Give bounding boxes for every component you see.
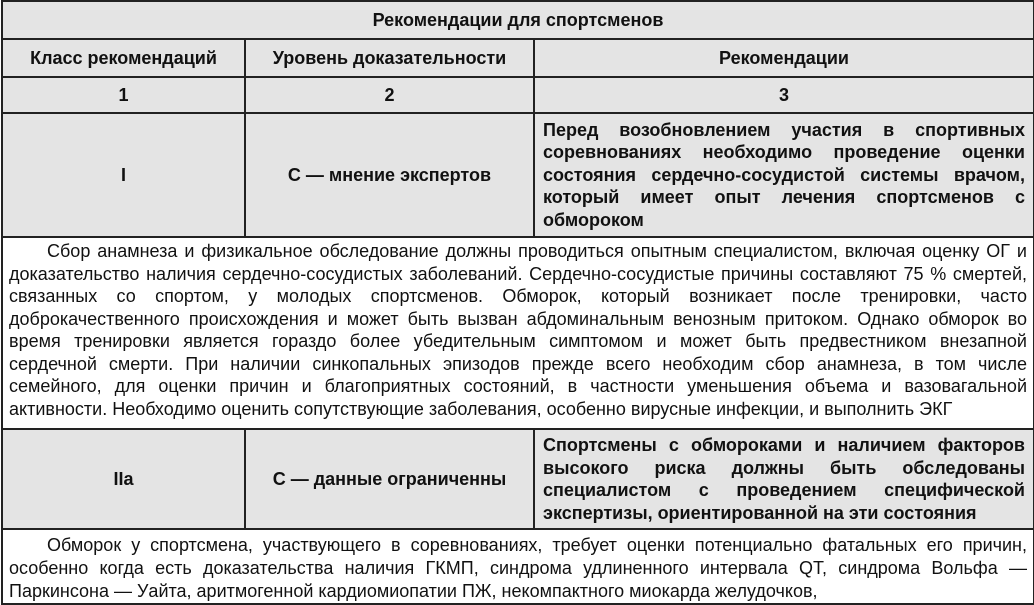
table-row [2,529,1034,604]
table-title: Рекомендации для спортсменов [2,1,1034,39]
recommendations-table [1,0,1034,605]
recommendation-text: Перед возобновлением участия в спортивных соревнованиях необходимо проведение оценки состояния сердечно-сосудистой системы врачом, который имеет опыт лечения спортсменов с обмороком [534,113,1034,237]
evidence-level: С — мнение экспертов [245,113,534,237]
recommendation-class: IIa [2,429,245,529]
column-number-1: 1 [2,77,245,113]
column-number-2: 2 [245,77,534,113]
column-header-evidence: Уровень доказательности [245,39,534,77]
table-row [2,429,1034,529]
column-header-recommendation: Рекомендации [534,39,1034,77]
comment-paragraph [2,237,1034,429]
evidence-level: С — данные ограниченны [245,429,534,529]
comment-paragraph [2,529,1034,604]
table-row [2,113,1034,237]
column-header-class: Класс рекомендаций [2,39,245,77]
recommendation-class: I [2,113,245,237]
column-number-3: 3 [534,77,1034,113]
recommendation-text: Спортсмены с обмороками и наличием факторов высокого риска должны быть обследованы специалистом с проведением специфической экспертизы, ориентированной на эти состояния [534,429,1034,529]
comment-text: Обморок у спортсмена, участвующего в соревнованиях, требует оценки потенциально фатальных его причин, особенно когда есть доказательства наличия ГКМП, синдрома удлиненного интервала QT, синдрома Вольфа — Паркинсона — Уайта, аритмогенной кардиомиопатии ПЖ, некомпактного миокарда желудочков, [9,535,1027,601]
comment-text: Сбор анамнеза и физикальное обследование должны проводиться опытным специалистом, включая оценку ОГ и доказательство наличия сердечно-сосудистых заболеваний. Сердечно-сосудистые причины составляют 75 % смертей, связанных со спортом, у молодых спортсменов. Обморок, который возникает после тренировки, часто доброкачественного происхождения и может быть вызван абдоминальным венозным притоком. Однако обморок во время тренировки является гораздо более убедительным симптомом и может быть предвестником внезапной сердечной смерти. При наличии синкопальных эпизодов прежде всего необходим сбор анамнеза, в том числе семейного, для оценки причин и благоприятных состояний, в частности уменьшения объема и вазовагальной активности. Необходимо оценить сопутствующие заболевания, особенно вирусные инфекции, и выполнить ЭКГ [9,241,1027,419]
table-row [2,237,1034,429]
